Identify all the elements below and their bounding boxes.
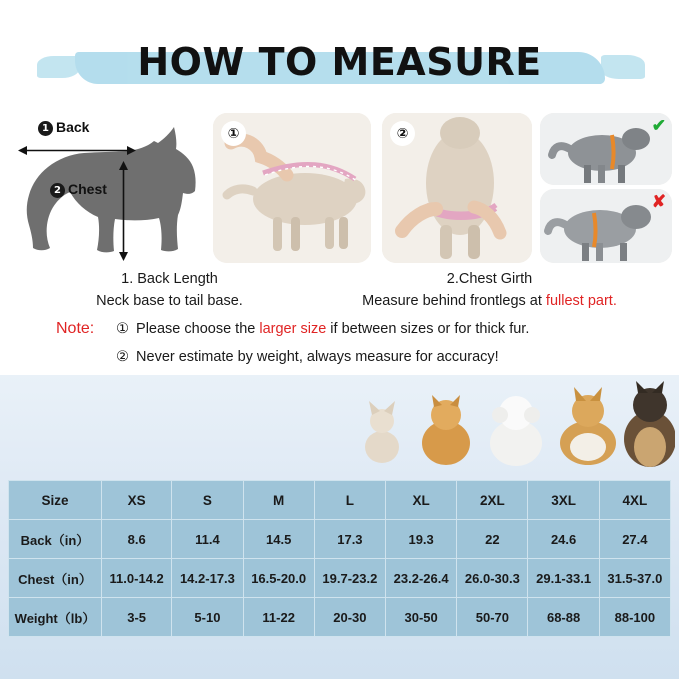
step-badge-1: ① bbox=[221, 121, 246, 146]
header-l: L bbox=[314, 481, 385, 520]
back-measure-label bbox=[38, 119, 89, 136]
note-2-text: Never estimate by weight, always measure for accuracy! bbox=[136, 349, 499, 365]
note-1-pre: Please choose the bbox=[136, 321, 260, 337]
weight-s: 5-10 bbox=[172, 598, 243, 637]
weight-3xl: 68-88 bbox=[528, 598, 599, 637]
back-length-arrow bbox=[18, 145, 136, 156]
note-2-number: ② bbox=[116, 349, 129, 365]
chest-3xl: 29.1-33.1 bbox=[528, 559, 599, 598]
chest-2xl: 26.0-30.3 bbox=[457, 559, 528, 598]
photo-correct-example bbox=[540, 113, 672, 185]
table-header-row bbox=[9, 481, 671, 520]
chest-xs: 11.0-14.2 bbox=[102, 559, 172, 598]
size-chart-section bbox=[0, 375, 679, 679]
chest-girth-arrow bbox=[118, 161, 129, 261]
row-label-back: Back（in） bbox=[9, 520, 102, 559]
weight-2xl: 50-70 bbox=[457, 598, 528, 637]
header-xs: XS bbox=[102, 481, 172, 520]
measure-diagram-section bbox=[0, 105, 679, 375]
caption-back-sub: Neck base to tail base. bbox=[96, 293, 243, 309]
back-4xl: 27.4 bbox=[599, 520, 670, 559]
caption-titles bbox=[0, 271, 679, 287]
back-3xl: 24.6 bbox=[528, 520, 599, 559]
note-1-number: ① bbox=[116, 321, 129, 337]
note-1-post: if between sizes or for thick fur. bbox=[326, 321, 530, 337]
back-label-text: Back bbox=[56, 119, 90, 135]
back-l: 17.3 bbox=[314, 520, 385, 559]
page-title: HOW TO MEASURE bbox=[137, 40, 542, 84]
chest-label-text: Chest bbox=[68, 181, 107, 197]
back-xl: 19.3 bbox=[386, 520, 457, 559]
title-banner bbox=[0, 0, 679, 105]
table-row bbox=[9, 559, 671, 598]
back-s: 11.4 bbox=[172, 520, 243, 559]
note-item-1 bbox=[116, 321, 529, 337]
header-3xl: 3XL bbox=[528, 481, 599, 520]
table-row bbox=[9, 598, 671, 637]
weight-xl: 30-50 bbox=[386, 598, 457, 637]
cross-icon: ✘ bbox=[651, 192, 666, 211]
chest-4xl: 31.5-37.0 bbox=[599, 559, 670, 598]
caption-chest-sub-pre: Measure behind frontlegs at bbox=[362, 293, 546, 309]
row-label-chest: Chest（in） bbox=[9, 559, 102, 598]
dog-silhouette-diagram bbox=[8, 113, 206, 273]
chest-m: 16.5-20.0 bbox=[243, 559, 314, 598]
caption-chest-sub-highlight: fullest part. bbox=[545, 293, 617, 309]
note-item-2 bbox=[116, 349, 499, 365]
weight-m: 11-22 bbox=[243, 598, 314, 637]
photo-chest-girth bbox=[382, 113, 532, 263]
weight-4xl: 88-100 bbox=[599, 598, 670, 637]
caption-subtitles bbox=[0, 293, 679, 309]
chest-l: 19.7-23.2 bbox=[314, 559, 385, 598]
weight-xs: 3-5 bbox=[102, 598, 172, 637]
check-icon: ✔ bbox=[651, 116, 666, 135]
weight-l: 20-30 bbox=[314, 598, 385, 637]
header-s: S bbox=[172, 481, 243, 520]
badge-two: 2 bbox=[50, 183, 65, 198]
photo-back-length bbox=[213, 113, 371, 263]
caption-back-title: 1. Back Length bbox=[121, 271, 218, 287]
header-size: Size bbox=[9, 481, 102, 520]
note-1-highlight: larger size bbox=[259, 321, 327, 337]
back-2xl: 22 bbox=[457, 520, 528, 559]
caption-chest-title: 2.Chest Girth bbox=[446, 271, 533, 287]
chest-measure-label bbox=[50, 181, 107, 198]
row-label-weight: Weight（lb） bbox=[9, 598, 102, 637]
chest-xl: 23.2-26.4 bbox=[386, 559, 457, 598]
step-badge-2: ② bbox=[390, 121, 415, 146]
back-xs: 8.6 bbox=[102, 520, 172, 559]
header-m: M bbox=[243, 481, 314, 520]
dog-silhouette-icon bbox=[8, 113, 206, 273]
back-m: 14.5 bbox=[243, 520, 314, 559]
note-label: Note: bbox=[56, 320, 95, 337]
dog-breeds-illustration bbox=[350, 381, 675, 469]
header-4xl: 4XL bbox=[599, 481, 670, 520]
chest-s: 14.2-17.3 bbox=[172, 559, 243, 598]
badge-one: 1 bbox=[38, 121, 53, 136]
header-xl: XL bbox=[386, 481, 457, 520]
table-row bbox=[9, 520, 671, 559]
size-chart-table bbox=[8, 480, 671, 637]
caption-chest-sub bbox=[320, 293, 660, 309]
photo-incorrect-example bbox=[540, 189, 672, 263]
dog-photo-row bbox=[350, 381, 675, 469]
header-2xl: 2XL bbox=[457, 481, 528, 520]
